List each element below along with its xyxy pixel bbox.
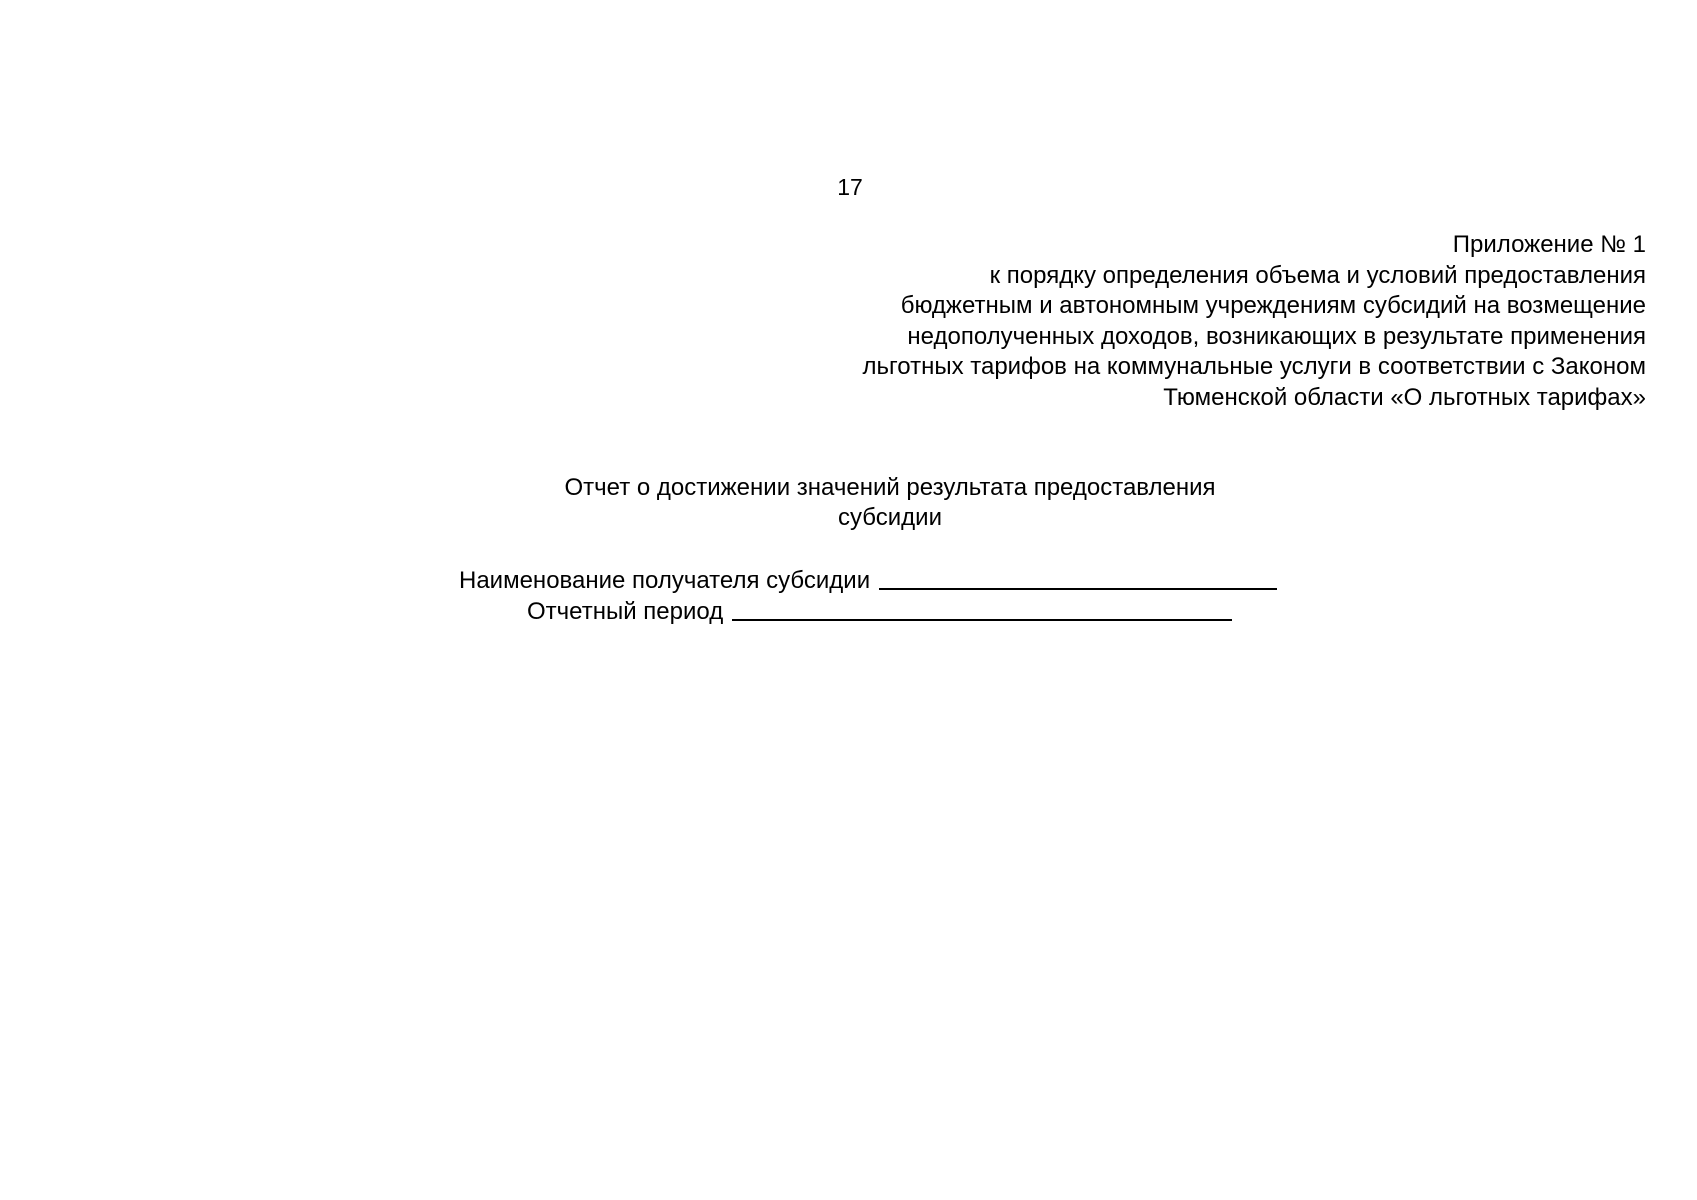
appendix-line: льготных тарифов на коммунальные услуги в соответствии с Законом	[862, 353, 1646, 380]
appendix-line: недополученных доходов, возникающих в результате применения	[907, 322, 1646, 350]
report-title-line: Отчет о достижении значений результата предоставления	[564, 474, 1216, 501]
report-title	[400, 473, 1380, 533]
appendix-line: бюджетным и автономным учреждениям субсидий на возмещение	[900, 292, 1646, 319]
recipient-field-row	[459, 564, 1277, 596]
period-field-row	[527, 595, 1232, 627]
page-number: 17	[837, 174, 863, 200]
recipient-label: Наименование получателя субсидии	[459, 567, 871, 594]
appendix-title: Приложение № 1	[1452, 231, 1646, 258]
period-label: Отчетный период	[527, 598, 724, 625]
period-blank-line[interactable]	[732, 597, 1232, 621]
appendix-header	[746, 230, 1646, 413]
report-title-line: субсидии	[838, 504, 942, 531]
recipient-blank-line[interactable]	[879, 566, 1277, 590]
appendix-line: к порядку определения объема и условий предоставления	[989, 261, 1646, 289]
appendix-line: Тюменской области «О льготных тарифах»	[1163, 383, 1646, 411]
